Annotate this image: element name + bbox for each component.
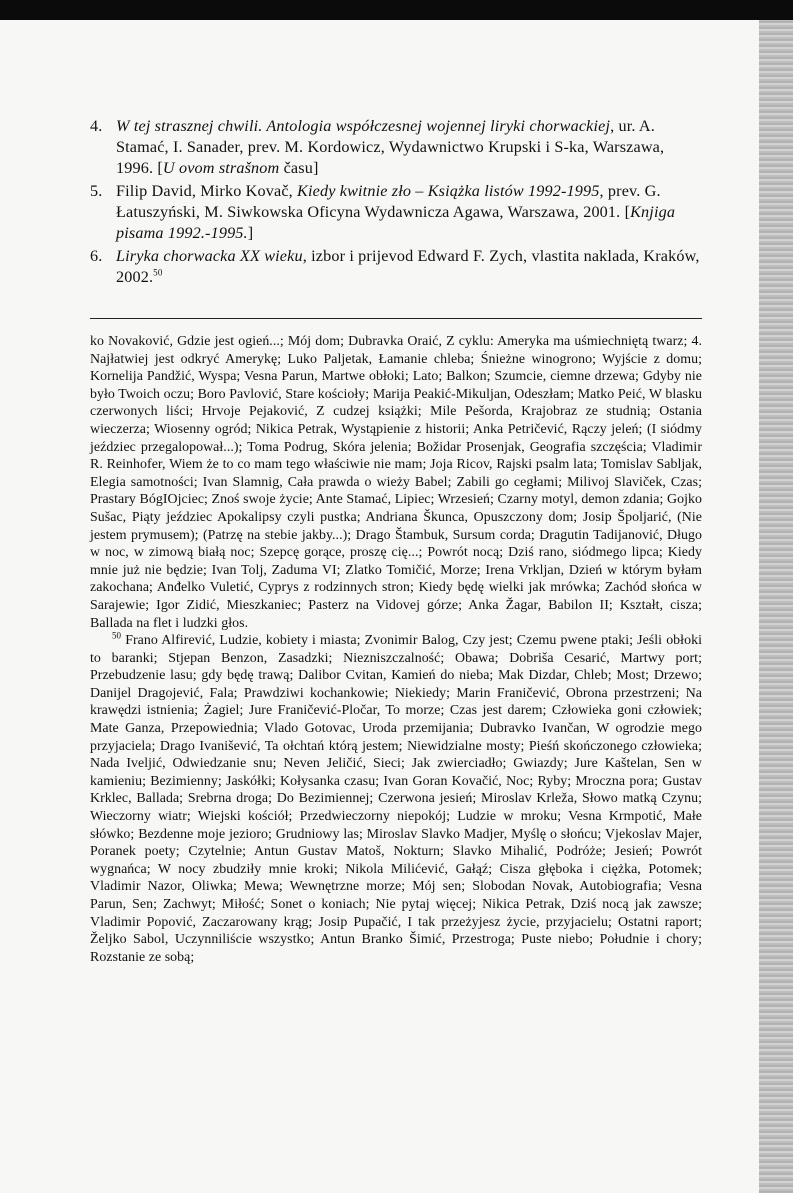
book-page [90,116,702,966]
bibliography-entry-6 [90,246,702,288]
bibliography-list [90,116,702,288]
entry-author: Filip David, Mirko Kovač, [116,182,298,200]
entry-number: 6. [90,247,103,265]
bibliography-entry-5 [90,181,702,244]
entry-title: Liryka chorwacka XX wieku [116,247,303,265]
entry-number: 5. [90,182,103,200]
entry-details: , prev. G. Łatuszyński, M. Siwkowska Oficyna Wydawnicza Agawa, Warszawa, 2001. [ [116,182,661,221]
footnote-reference: 50 [153,267,163,278]
entry-original-rest: ] [247,224,254,242]
footnote-text: Frano Alfirević, Ludzie, kobiety i miasta; Zvonimir Balog, Czy jest; Czemu pwene ptaki; Jeśli obłoki to baranki; Stjepan Benzon, Zasadzki; Niezniszczalność; Obawa; Dobriša Cesarić, Martwy port; Przebudzenie lasu; gdy będę trawą; Dalibor Cvitan, Kamień do nieba; Mak Dizdar, Chleb; Most; Drzewo; Danijel Dragojević, Fala; Prawdziwi kochankowie; Niekiedy; Marin Franičević, Obrona przestrzeni; Na krawędzi istnienia; Żagiel; Jure Franičević-Pločar, To morze; Czas jest darem; Człowieka goni człowiek; Mate Ganza, Przepowiednia; Vlado Gotovac, Uroda przemijania; Dubravko Ivančan, W ogrodzie mego przyjaciela; Drago Ivanišević, Ta ołchtań którą jestem; Niewidzialne mosty; Pieśń skończonego człowieka; Nada Iveljić, Odwiedzanie snu; Neven Jeličić, Sieci; Jak zwierciadło; Gwiazdy; Jure Kaštelan, Sen w kamieniu; Bezimienny; Jaskółki; Kołysanka czasu; Ivan Goran Kovačić, Noc; Ryby; Mroczna pora; Gustav Krklec, Ballada; Srebrna droga; Do Bezimiennej; Czerwona jesień; Miroslav Krleža, Słowo matką Czynu; Wieczorny wiatr; Wiejski kościół; Przedwieczorny niepokój; Ludzie w mroku; Vesna Krmpotić, Małe słówko; Bezdenne moje jezioro; Grudniowy las; Miroslav Slavko Madjer, Myślę o słońcu; Vjekoslav Majer, Poranek poety; Czytelnie; Antun Gustav Matoš, Nokturn; Slavko Mihalić, Podróże; Jesień; Powrót wygnańca; W nocy zbudziły mnie kroki; Nikola Milićević, Gałąź; Cisza głęboka i ciężka, Potomek; Vladimir Nazor, Oliwka; Mewa; Wewnętrzne morze; Mój sen; Slobodan Novak, Autobiografia; Vesna Parun, Sen; Zachwyt; Miłość; Sonet o koniach; Nie pytaj więcej; Nikica Petrak, Dziś nocą jak zawsze; Vladimir Popović, Zaczarowany krąg; Josip Pupačić, I tak przeżyjesz życie, przyjacielu; Ostatni raport; Željko Sabol, Uczynniliście wszystko; Antun Branko Šimić, Przestroga; Puste niebo; Południe i chory; Rozstanie ze sobą; [90,633,702,965]
entry-title: Kiedy kwitnie zło – Książka listów 1992-1995 [297,182,600,200]
footnote-50 [90,632,702,966]
entry-details: , izbor i prijevod Edward F. Zych, vlastita naklada, Kraków, 2002. [116,247,700,286]
footnote-divider [90,318,702,319]
footnote-number: 50 [112,630,122,641]
bibliography-entry-4 [90,116,702,179]
entry-original-title: Knjiga pisama 1992.-1995. [116,203,676,242]
footnote-continuation: ko Novaković, Gdzie jest ogień...; Mój dom; Dubravka Oraić, Z cyklu: Ameryka ma uśmiechniętą twarz; 4. Najłatwiej jest odkryć Amerykę; Luko Paljetak, Łamanie chleba; Śnieżne winogrono; Wyjście z domu; Kornelija Pandžić, Wyspa; Vesna Parun, Martwe obłoki; Lato; Balkon; Szumcie, ciemne drzewa; Gdyby nie było Twoich oczu; Boro Pavlović, Stare kościoły; Marija Peakić-Mikuljan, Odeszłam; Matko Peić, W blasku czerwonych liści; Hrvoje Pejaković, Z cudzej książki; Mile Pešorda, Krajobraz ze studnią; Ostania wieczerza; Wiosenny ogród; Nikica Petrak, Wystąpienie z historii; Anka Petričević, Rączy jeleń; (I siódmy jeździec przegalopował...); Toma Podrug, Skóra jelenia; Božidar Prosenjak, Geografia szczęścia; Vladimir R. Reinhofer, Wiem że to co mam tego właściwie nie mam; Joja Ricov, Rajski psalm lata; Tomislav Sabljak, Elegia samotności; Ivan Slamnig, Cała prawda o wieży Babel; Zabili go cegłami; Milivoj Slaviček, Czas; Prastary BógIOjciec; Znoś swoje życie; Ante Stamać, Lipiec; Wrzesień; Czarny motyl, demon zdania; Gojko Sušac, Piąty jeździec Apokalipsy czyli pustka; Andriana Škunca, Opuszczony dom; Josip Špoljarić, (Nie jestem prymusem); (Patrzę na stebie jakby...); Drago Štambuk, Sursum corda; Dragutin Tadijanović, Długo w noc, w zimową białą noc; Szepcę gorące, proszę cię...; Powrót nocą; Dziś rano, siódmego lipca; Kiedy mnie już nie będzie; Ivan Tolj, Zaduma VI; Zlatko Tomičić, Morze; Irena Vrkljan, Dzień w którym byłam zakochana; Anđelko Vuletić, Cyprys z rodzinnych stron; Kiedy będę wielki jak mrówka; Zachód słońca w Sarajewie; Igor Zidić, Mieszkaniec; Pasterz na Vidovej górze; Anka Žagar, Babilon II; Kształt, cisza; Ballada na flet i ludzki głos. [90,334,702,631]
footnotes-section [90,333,702,966]
scan-top-border [0,0,793,20]
entry-original-rest: času] [279,159,319,177]
entry-details: , ur. A. Stamać, I. Sanader, prev. M. Kordowicz, Wydawnictwo Krupski i S-ka, Warszawa, 1996. [ [116,117,665,177]
entry-number: 4. [90,117,103,135]
entry-title: W tej strasznej chwili. Antologia współczesnej wojennej liryki chorwackiej [116,117,611,135]
entry-original-title: U ovom strašnom [162,159,280,177]
scan-page-edge [759,20,793,1193]
